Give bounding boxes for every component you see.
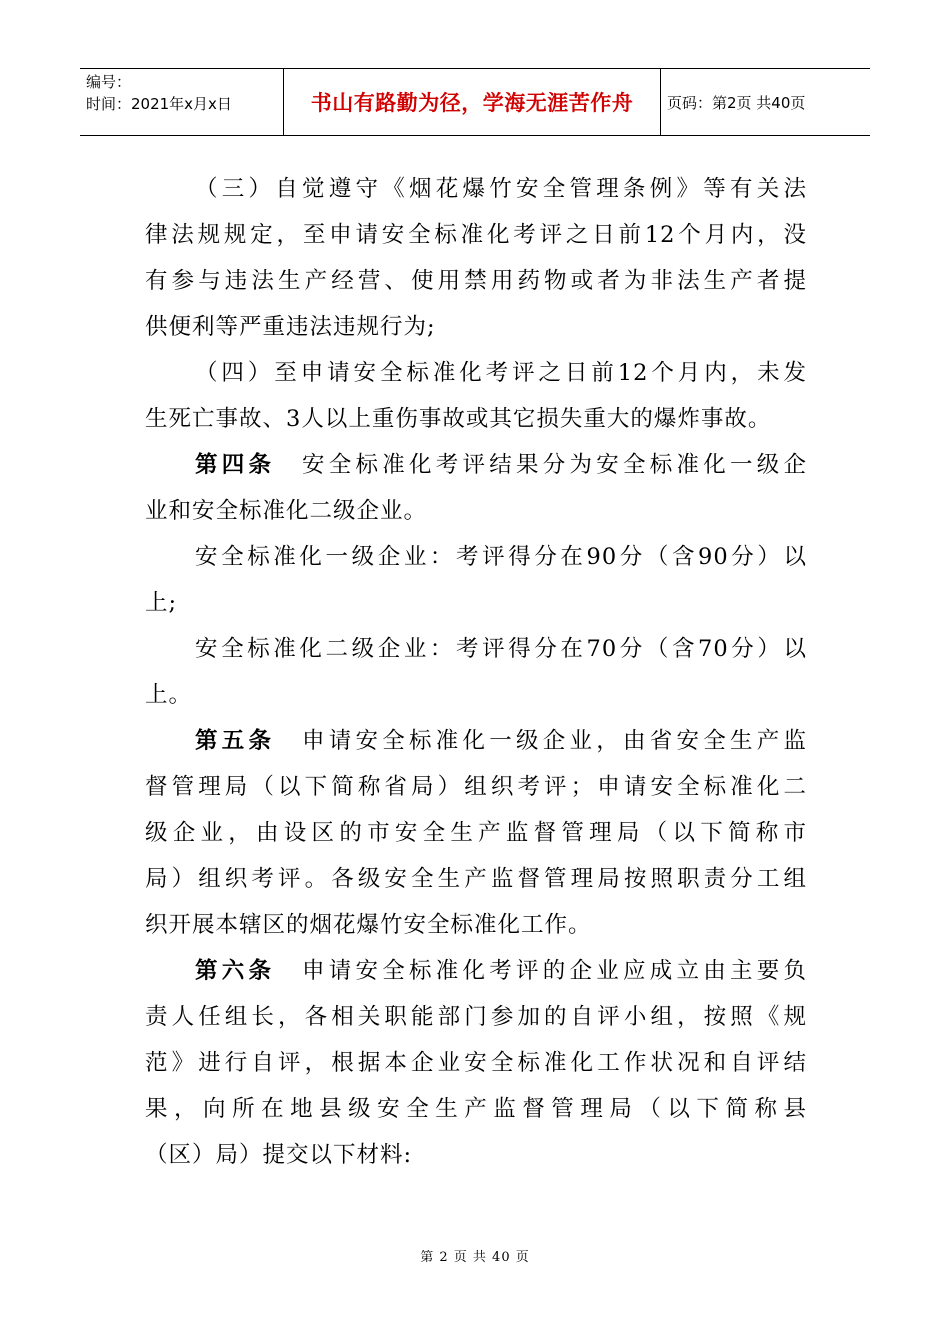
text-line xyxy=(145,948,807,994)
text-line: 果，向所在地县级安全生产监督管理局（以下简称县 xyxy=(145,1096,807,1122)
article-four-text: 安全标准化考评结果分为安全标准化一级企 xyxy=(298,452,807,478)
level-one-criteria xyxy=(145,534,807,626)
text-line: 业和安全标准化二级企业。 xyxy=(145,498,428,524)
article-four-title: 第四条 xyxy=(195,452,276,478)
article-five xyxy=(145,718,807,948)
time-label: 时间：2021年x月x日 xyxy=(86,95,232,113)
article-five-text: 申请安全标准化一级企业，由省安全生产监 xyxy=(298,728,807,754)
text-line: 有参与违法生产经营、使用禁用药物或者为非法生产者提 xyxy=(145,268,807,294)
article-four xyxy=(145,442,807,534)
text-line: （区）局）提交以下材料: xyxy=(145,1142,413,1168)
page-footer: 第 2 页 共 40 页 xyxy=(420,1250,530,1265)
text-line: 上; xyxy=(145,590,178,616)
text-line: 级企业，由设区的市安全生产监督管理局（以下简称市 xyxy=(145,820,807,846)
text-line: 责人任组长，各相关职能部门参加的自评小组，按照《规 xyxy=(145,1004,807,1030)
text-line: 织开展本辖区的烟花爆竹安全标准化工作。 xyxy=(145,912,592,938)
paragraph-four xyxy=(145,350,807,442)
text-line: 律法规规定，至申请安全标准化考评之日前12个月内，没 xyxy=(145,222,807,248)
text-line xyxy=(145,442,807,488)
article-five-title: 第五条 xyxy=(195,728,276,754)
text-line: （三）自觉遵守《烟花爆竹安全管理条例》等有关法 xyxy=(195,176,807,202)
text-line: 生死亡事故、3人以上重伤事故或其它损失重大的爆炸事故。 xyxy=(145,406,772,432)
header-meta xyxy=(80,69,284,135)
serial-label: 编号： xyxy=(86,73,132,91)
header-page-label: 页码：第2页 共40页 xyxy=(667,93,806,112)
level-two-criteria xyxy=(145,626,807,718)
text-line: （四）至申请安全标准化考评之日前12个月内，未发 xyxy=(195,360,807,386)
text-line: 上。 xyxy=(145,682,193,708)
document-body xyxy=(145,166,807,1178)
text-line: 安全标准化一级企业：考评得分在90分（含90分）以 xyxy=(195,544,807,570)
article-six-title: 第六条 xyxy=(195,958,276,984)
paragraph-three xyxy=(145,166,807,350)
page-header xyxy=(80,68,870,136)
text-line: 安全标准化二级企业：考评得分在70分（含70分）以 xyxy=(195,636,807,662)
text-line xyxy=(145,718,807,764)
article-six-text: 申请安全标准化考评的企业应成立由主要负 xyxy=(298,958,807,984)
text-line: 供便利等严重违法违规行为; xyxy=(145,314,436,340)
text-line: 督管理局（以下简称省局）组织考评；申请安全标准化二 xyxy=(145,774,807,800)
text-line: 局）组织考评。各级安全生产监督管理局按照职责分工组 xyxy=(145,866,807,892)
header-motto: 书山有路勤为径，学海无涯苦作舟 xyxy=(284,69,661,135)
text-line: 范》进行自评，根据本企业安全标准化工作状况和自评结 xyxy=(145,1050,807,1076)
article-six xyxy=(145,948,807,1178)
